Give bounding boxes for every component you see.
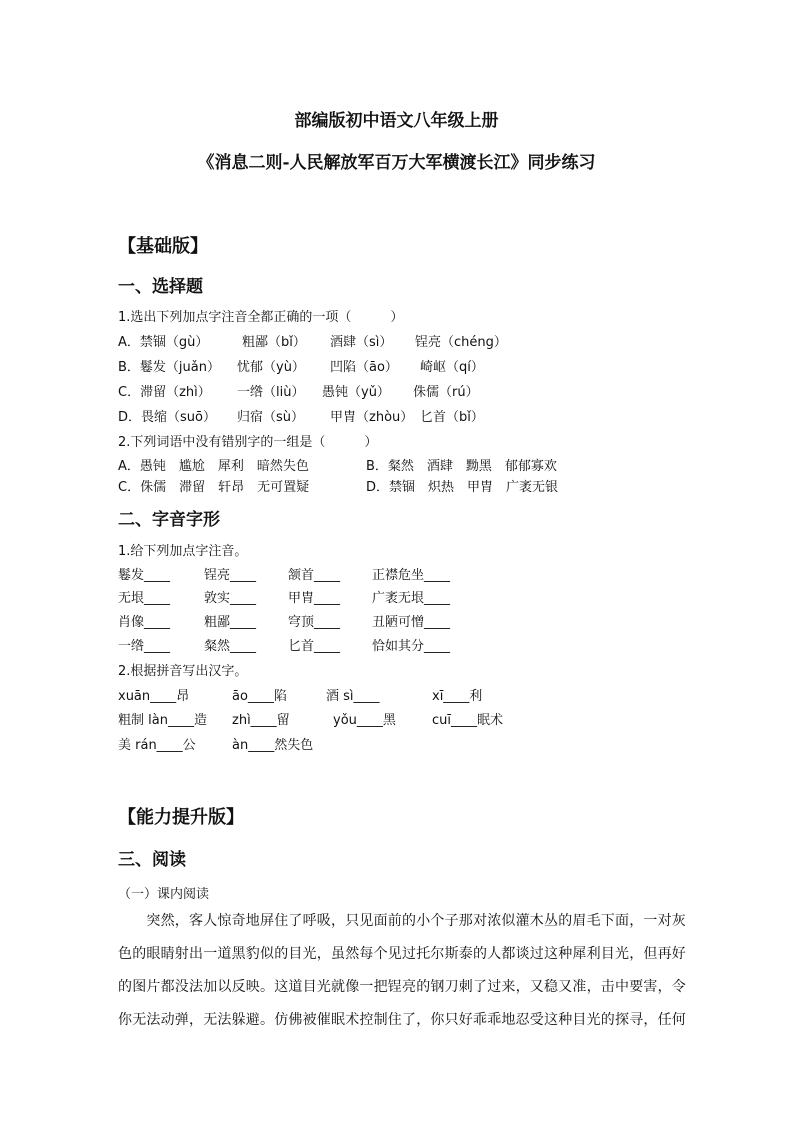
- reading-line: 的图片都没法加以反映。这道目光就像一把锃亮的钢刀刺了过来，又稳又准，击中要害，令: [118, 979, 686, 995]
- q1-option-a-4: 锃亮（chéng）: [415, 335, 507, 350]
- q2-option-b: B．粲然 酒肆 黝黑 郁郁寡欢: [366, 459, 557, 474]
- pinyin-item: 鬈发____: [118, 568, 171, 583]
- pinyin-item: 甲胄____: [288, 591, 341, 606]
- q1-option-c-3: 愚钝（yǔ）: [322, 385, 390, 400]
- section2-heading: 二、字音字形: [118, 510, 220, 530]
- pinyin-item: 粗鄙____: [204, 615, 257, 630]
- section1-q2-stem: 2.下列词语中没有错别字的一组是（ ）: [118, 435, 378, 450]
- q1-option-d-1: D．畏缩（suō）: [118, 410, 216, 425]
- pinyin-item: 正襟危坐____: [372, 568, 451, 583]
- pinyin-item: 颔首____: [288, 568, 341, 583]
- q2-option-d: D．禁锢 炽热 甲胄 广袤无银: [366, 480, 559, 495]
- reading-line: 你无法动弹，无法躲避。仿佛被催眠术控制住了，你只好乖乖地忍受这种目光的探寻，任何: [118, 1012, 686, 1028]
- pinyin-item: 粲然____: [204, 639, 257, 654]
- hanzi-item: àn____然失色: [232, 738, 314, 753]
- q1-option-c-2: 一绺（liù）: [237, 385, 305, 400]
- q1-option-d-2: 归宿（sù）: [237, 410, 305, 425]
- section1-q1-stem: 1.选出下列加点字注音全都正确的一项（ ）: [118, 310, 404, 325]
- section2-q1-stem: 1.给下列加点字注音。: [118, 544, 248, 559]
- pinyin-item: 匕首____: [288, 639, 341, 654]
- section2-q2-stem: 2.根据拼音写出汉字。: [118, 664, 248, 679]
- reading-line: 色的眼睛射出一道黑豹似的目光，虽然每个见过托尔斯泰的人都谈过这种犀利目光，但再好: [118, 946, 686, 962]
- pinyin-item: 恰如其分____: [372, 639, 451, 654]
- hanzi-item: yǒu____黑: [333, 713, 396, 728]
- section3-subheading: （一）课内阅读: [118, 887, 210, 902]
- q1-option-d-3: 甲胄（zhòu）: [330, 410, 414, 425]
- q1-option-a-3: 酒肆（sì）: [330, 335, 393, 350]
- pinyin-item: 广袤无垠____: [372, 591, 451, 606]
- page-title-line2: 《消息二则-人民解放军百万大军横渡长江》同步练习: [197, 153, 596, 173]
- page-title-line1: 部编版初中语文八年级上册: [294, 111, 499, 131]
- q2-option-a: A．愚钝 尴尬 犀利 暗然失色: [118, 459, 309, 474]
- q2-option-c: C．侏儒 滞留 轩昂 无可置疑: [118, 480, 310, 495]
- hanzi-item: cuī____眠术: [432, 713, 503, 728]
- q1-option-c-4: 侏儒（rú）: [413, 385, 479, 400]
- hanzi-item: xuān____昂: [118, 689, 190, 704]
- q1-option-b-4: 崎岖（qí）: [420, 360, 484, 375]
- hanzi-item: 酒 sì____: [326, 689, 380, 704]
- pinyin-item: 锃亮____: [204, 568, 257, 583]
- basic-version-heading: 【基础版】: [118, 236, 208, 257]
- q1-option-a-1: A．禁锢（gù）: [118, 335, 209, 350]
- q1-option-c-1: C．滞留（zhì）: [118, 385, 211, 400]
- pinyin-item: 穹顶____: [288, 615, 341, 630]
- pinyin-item: 无垠____: [118, 591, 171, 606]
- pinyin-item: 敦实____: [204, 591, 257, 606]
- hanzi-item: āo____陷: [232, 689, 287, 704]
- q1-option-b-3: 凹陷（āo）: [330, 360, 398, 375]
- pinyin-item: 一绺____: [118, 639, 171, 654]
- hanzi-item: zhì____留: [232, 713, 290, 728]
- q1-option-b-2: 忧郁（yù）: [237, 360, 305, 375]
- hanzi-item: 美 rán____公: [118, 738, 196, 753]
- reading-line: 突然，客人惊奇地屏住了呼吸，只见面前的小个子那对浓似灌木丛的眉毛下面，一对灰: [118, 913, 686, 929]
- hanzi-item: xī____利: [432, 689, 483, 704]
- q1-option-a-2: 粗鄙（bǐ）: [242, 335, 306, 350]
- pinyin-item: 肖像____: [118, 615, 171, 630]
- advanced-version-heading: 【能力提升版】: [118, 807, 244, 828]
- q1-option-d-4: 匕首（bǐ）: [420, 410, 484, 425]
- q1-option-b-1: B．鬈发（juǎn）: [118, 360, 220, 375]
- hanzi-item: 粗制 làn____造: [118, 713, 207, 728]
- section3-heading: 三、阅读: [118, 850, 186, 870]
- pinyin-item: 丑陋可憎____: [372, 615, 451, 630]
- section1-heading: 一、选择题: [118, 277, 203, 297]
